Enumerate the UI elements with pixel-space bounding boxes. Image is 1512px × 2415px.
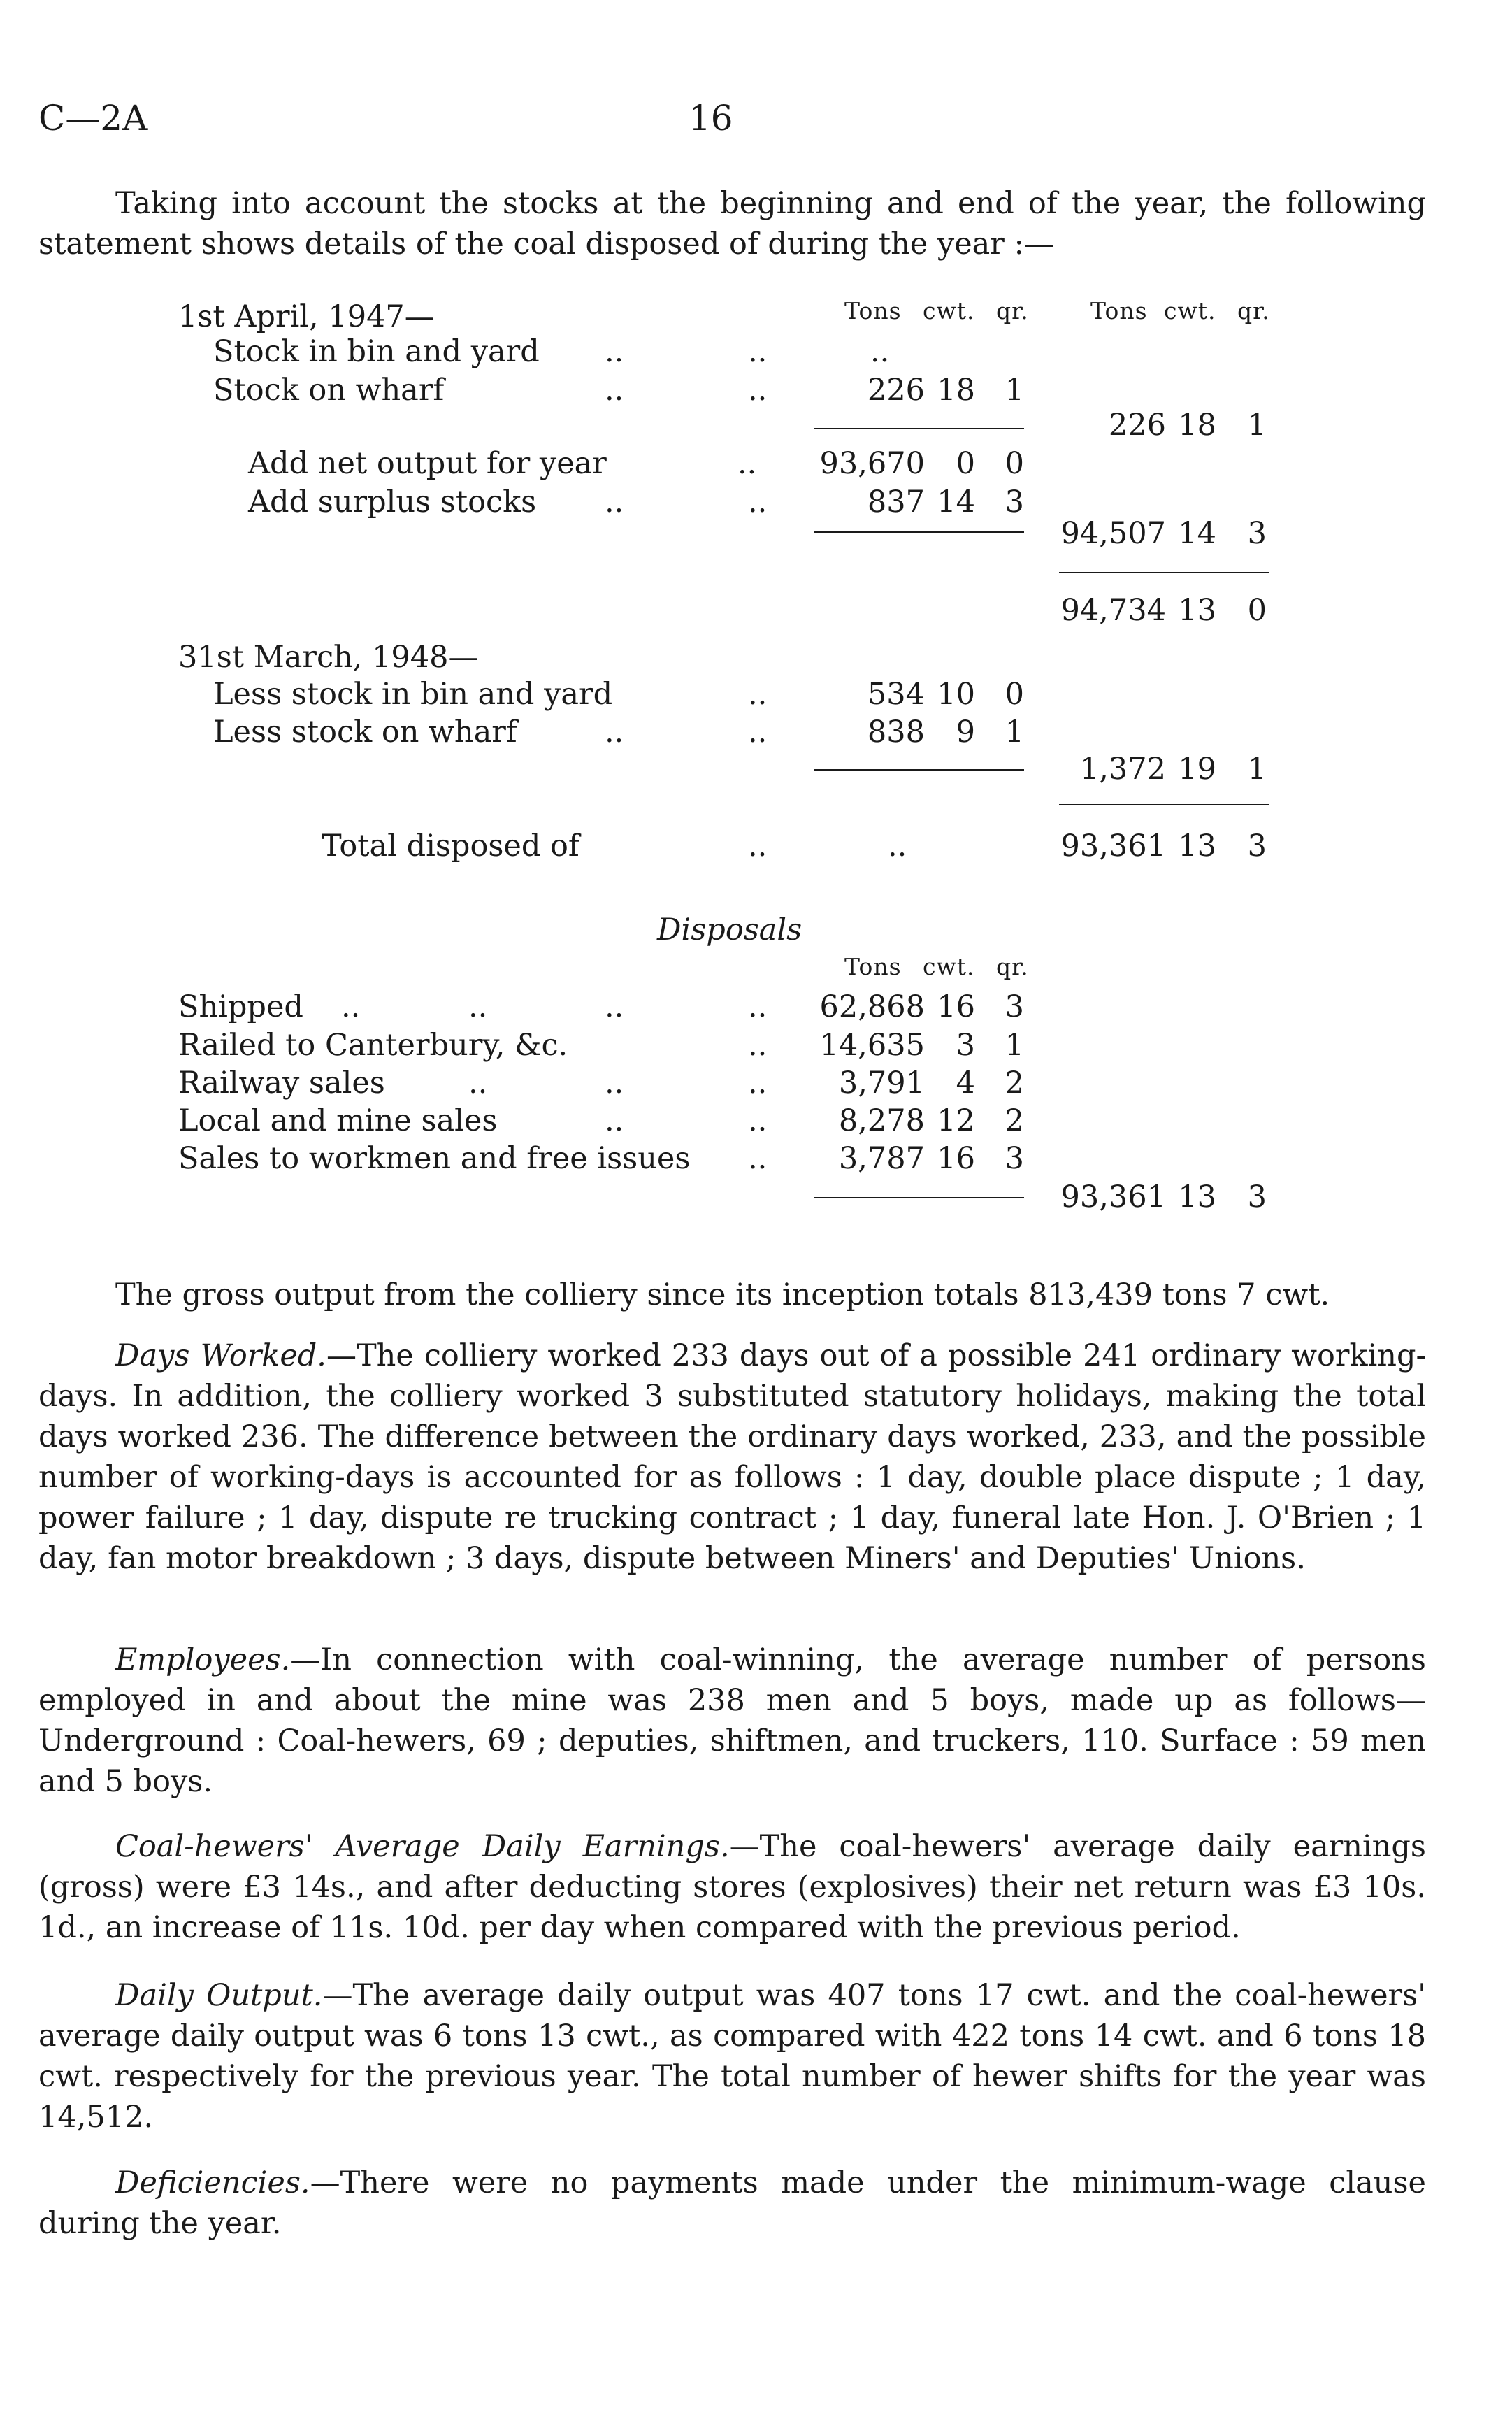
- rule: [1059, 804, 1269, 805]
- less-bin-cwt: 10: [937, 677, 975, 712]
- disposals-total-cwt: 13: [1178, 1180, 1216, 1214]
- days-worked-text: —The colliery worked 233 days out of a possible 241 ordinary working-days. In addition, the colliery worked 3 substituted statutory holidays, making the total days worked 236. The difference between the ordinary days worked, 233, and the possible number of working-days is accounted for as follows : 1 day, double place dispute ; 1 day, power failure ; 1 day, dispute re trucking contract ; 1 day, funeral late Hon. J. O'Brien ; 1 day, fan motor breakdown ; 3 days, dispute between Miners' and Deputies' Unions.: [38, 1338, 1427, 1576]
- rule: [814, 769, 1024, 771]
- less-bin-label: Less stock in bin and yard: [213, 677, 613, 712]
- col-header-qr-2: qr.: [1237, 297, 1270, 324]
- less-wharf-label: Less stock on wharf: [213, 715, 517, 750]
- leader-dots: ..: [748, 1141, 768, 1176]
- rule: [814, 1197, 1024, 1198]
- col-header-tons: Tons: [844, 953, 902, 980]
- earnings-heading: Coal-hewers' Average Daily Earnings.: [115, 1829, 730, 1864]
- leader-dots: ..: [737, 446, 757, 481]
- leader-dots: ..: [748, 373, 768, 408]
- leader-dots: ..: [748, 334, 768, 369]
- disposal-label: Railway sales: [178, 1066, 385, 1101]
- disposal-qr: 2: [1005, 1066, 1024, 1101]
- intro-paragraph: Taking into account the stocks at the beginning and end of the year, the following statement shows details of the coal disposed of during the year :—: [38, 186, 1426, 261]
- leader-dots: ..: [605, 989, 624, 1024]
- leader-dots: ..: [341, 989, 361, 1024]
- total-disposed-label: Total disposed of: [322, 829, 579, 863]
- subtotal3-cwt: 19: [1178, 752, 1216, 787]
- disposal-qr: 3: [1005, 989, 1024, 1024]
- disposal-tons: 3,791: [838, 1066, 925, 1101]
- leader-dots: ..: [605, 1103, 624, 1138]
- stock-wharf-qr: 1: [1005, 373, 1024, 408]
- disposal-qr: 1: [1005, 1028, 1024, 1063]
- col-header-cwt: cwt.: [923, 297, 975, 324]
- subtotal3-qr: 1: [1247, 752, 1267, 787]
- total1-tons: 94,734: [1060, 593, 1166, 628]
- less-wharf-qr: 1: [1005, 715, 1024, 750]
- disposal-tons: 62,868: [819, 989, 925, 1024]
- employees-heading: Employees.: [115, 1642, 291, 1677]
- less-bin-tons: 534: [867, 677, 925, 712]
- add-surplus-cwt: 14: [937, 485, 975, 519]
- leader-dots: ..: [888, 829, 907, 863]
- stock-wharf-tons: 226: [867, 373, 925, 408]
- disposals-total-tons: 93,361: [1060, 1180, 1166, 1214]
- col-header-tons-2: Tons: [1090, 297, 1148, 324]
- col-header-qr: qr.: [996, 953, 1029, 980]
- add-output-tons: 93,670: [819, 446, 925, 481]
- employees-text: —In connection with coal-winning, the average number of persons employed in and about the mine was 238 men and 5 boys, made up as follows—Underground : Coal-hewers, 69 ; deputies, shiftmen, and truckers, 110. Surface : 59 men and 5 boys.: [38, 1642, 1426, 1799]
- col-header-cwt-2: cwt.: [1164, 297, 1216, 324]
- leader-dots: ..: [748, 677, 768, 712]
- deficiencies-paragraph: [38, 2163, 1426, 2244]
- date-opening: 1st April, 1947—: [178, 299, 435, 334]
- days-worked-heading: Days Worked.: [115, 1338, 326, 1373]
- disposal-label: Local and mine sales: [178, 1103, 498, 1138]
- add-surplus-tons: 837: [867, 485, 925, 519]
- rule: [1059, 572, 1269, 573]
- subtotal1-qr: 1: [1247, 408, 1267, 443]
- disposal-qr: 2: [1005, 1103, 1024, 1138]
- leader-dots: ..: [748, 1028, 768, 1063]
- document-code: C—2A: [38, 98, 148, 138]
- employees-paragraph: [38, 1640, 1426, 1802]
- disposal-tons: 8,278: [838, 1103, 925, 1138]
- add-output-label: Add net output for year: [248, 446, 607, 481]
- leader-dots: ..: [605, 1066, 624, 1101]
- total-disposed-cwt: 13: [1178, 829, 1216, 863]
- subtotal2-tons: 94,507: [1060, 516, 1166, 551]
- disposal-label: Railed to Canterbury, &c.: [178, 1028, 568, 1063]
- stock-wharf-cwt: 18: [937, 373, 975, 408]
- total1-cwt: 13: [1178, 593, 1216, 628]
- less-bin-qr: 0: [1005, 677, 1024, 712]
- disposal-label: Shipped: [178, 989, 303, 1024]
- col-header-tons: Tons: [844, 297, 902, 324]
- deficiencies-text: —There were no payments made under the minimum-wage clause during the year.: [38, 2165, 1426, 2241]
- add-output-cwt: 0: [956, 446, 975, 481]
- add-surplus-qr: 3: [1005, 485, 1024, 519]
- leader-dots: ..: [468, 1066, 488, 1101]
- disposal-cwt: 16: [937, 989, 975, 1024]
- leader-dots: ..: [605, 715, 624, 750]
- disposals-title: Disposals: [657, 912, 802, 947]
- leader-dots: ..: [748, 485, 768, 519]
- subtotal2-cwt: 14: [1178, 516, 1216, 551]
- leader-dots: ..: [748, 1103, 768, 1138]
- leader-dots: ..: [748, 715, 768, 750]
- disposal-qr: 3: [1005, 1141, 1024, 1176]
- disposal-tons: 3,787: [838, 1141, 925, 1176]
- daily-output-text: —The average daily output was 407 tons 17 cwt. and the coal-hewers' average daily output was 6 tons 13 cwt., as compared with 422 tons 14 cwt. and 6 tons 18 cwt. respectively for the previous year. The total number of hewer shifts for the year was 14,512.: [38, 1978, 1426, 2135]
- leader-dots: ..: [748, 989, 768, 1024]
- disposal-cwt: 4: [956, 1066, 975, 1101]
- less-wharf-tons: 838: [867, 715, 925, 750]
- leader-dots: ..: [605, 334, 624, 369]
- stock-bin-label: Stock in bin and yard: [213, 334, 540, 369]
- col-header-qr: qr.: [996, 297, 1029, 324]
- disposal-tons: 14,635: [819, 1028, 925, 1063]
- add-surplus-label: Add surplus stocks: [248, 485, 537, 519]
- rule: [814, 428, 1024, 429]
- disposal-label: Sales to workmen and free issues: [178, 1141, 691, 1176]
- rule: [814, 531, 1024, 533]
- deficiencies-heading: Deficiencies.: [115, 2165, 310, 2200]
- earnings-text: —The coal-hewers' average daily earnings (gross) were £3 14s., and after deducting stores (explosives) their net return was £3 10s. 1d., an increase of 11s. 10d. per day when compared with the previous period.: [38, 1829, 1427, 1945]
- disposals-total-qr: 3: [1247, 1180, 1267, 1214]
- total1-qr: 0: [1247, 593, 1267, 628]
- date-closing: 31st March, 1948—: [178, 640, 479, 675]
- col-header-cwt: cwt.: [923, 953, 975, 980]
- subtotal3-tons: 1,372: [1079, 752, 1166, 787]
- stock-wharf-label: Stock on wharf: [213, 373, 445, 408]
- daily-output-paragraph: [38, 1975, 1426, 2137]
- subtotal1-cwt: 18: [1178, 408, 1216, 443]
- days-worked-paragraph: [38, 1335, 1426, 1579]
- leader-dots: ..: [748, 1066, 768, 1101]
- disposal-cwt: 12: [937, 1103, 975, 1138]
- subtotal1-tons: 226: [1108, 408, 1166, 443]
- total-disposed-tons: 93,361: [1060, 829, 1166, 863]
- leader-dots: ..: [748, 829, 768, 863]
- earnings-paragraph: [38, 1826, 1426, 1948]
- add-output-qr: 0: [1005, 446, 1024, 481]
- leader-dots: ..: [870, 334, 890, 369]
- leader-dots: ..: [605, 485, 624, 519]
- daily-output-heading: Daily Output.: [115, 1978, 323, 2013]
- less-wharf-cwt: 9: [956, 715, 975, 750]
- subtotal2-qr: 3: [1247, 516, 1267, 551]
- leader-dots: ..: [468, 989, 488, 1024]
- total-disposed-qr: 3: [1247, 829, 1267, 863]
- gross-output-paragraph: The gross output from the colliery since its inception totals 813,439 tons 7 cwt.: [115, 1277, 1330, 1312]
- leader-dots: ..: [605, 373, 624, 408]
- disposal-cwt: 3: [956, 1028, 975, 1063]
- disposal-cwt: 16: [937, 1141, 975, 1176]
- page-number: 16: [689, 98, 733, 138]
